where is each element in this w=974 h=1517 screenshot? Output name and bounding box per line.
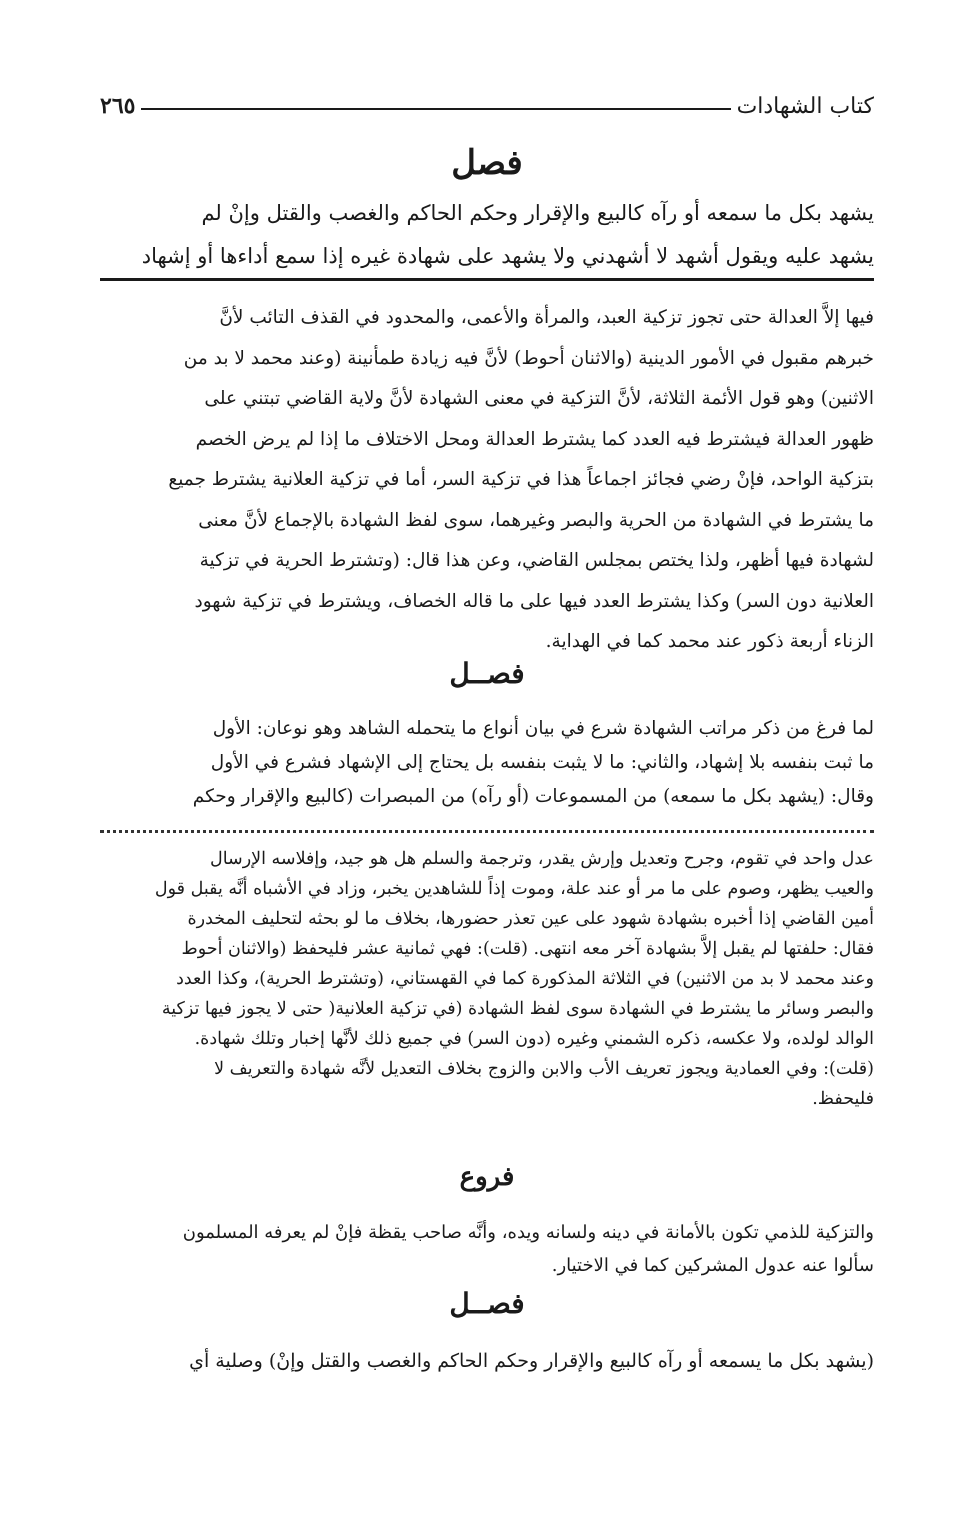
furu-text	[100, 1216, 874, 1282]
commentary-line: لشهادة فيها أظهر، ولذا يختص بمجلس القاضي، وعن هذا قال: (وتشترط الحرية في تزكية	[199, 550, 874, 571]
section-title-fasl-3: فصــل	[449, 1287, 525, 1320]
section2-line: وقال: (يشهد بكل ما سمعه) من المسموعات (أو رآه) من المبصرات (كالبيع والإقرار وحكم	[192, 786, 874, 807]
section-title-furu: فروع	[459, 1162, 515, 1192]
section2-text	[100, 712, 874, 814]
final-line: (يشهد بكل ما يسمعه أو رآه كالبيع والإقرار وحكم الحاكم والغصب والقتل وإنْ) وصلية أي	[189, 1350, 874, 1372]
section2-line: ما ثبت بنفسه بلا إشهاد، والثاني: ما لا يثبت بنفسه بل يحتاج إلى الإشهاد فشرع في الأول	[210, 752, 874, 773]
commentary-line: فيها إلاَّ العدالة حتى تجوز تزكية العبد، والمرأة والأعمى، والمحدود في القذف التائب لأنَّ	[219, 307, 874, 328]
commentary-line: الزناء أربعة ذكور عند محمد كما في الهداية.	[545, 631, 874, 652]
notes-line: (قلت): وفي العمادية ويجوز تعريف الأب والابن والزوج بخلاف التعديل لأنَّه شهادة والتعريف لا	[214, 1059, 874, 1079]
notes-line: والعيب يظهر، وصوم على ما مر أو عند علة، وموت إذاً للشاهدين يخبر، وزاد في الأشباه أنَّه يقبل قول	[154, 879, 874, 899]
commentary-line: بتزكية الواحد، فإنْ رضي فجائز اجماعاً هذا في تزكية السر، أما في تزكية العلانية يشترط جميع	[168, 469, 874, 490]
commentary-text	[100, 298, 874, 663]
notes-line: فقال: حلفتها لم يقبل إلاَّ بشهادة آخر معه انتهى. (قلت): فهي ثمانية عشر فليحفظ (والاثنان أحوط	[181, 939, 874, 959]
commentary-line: ما يشترط في الشهادة من الحرية والبصر وغيرهما، سوى لفظ الشهادة بالإجماع لأنَّ معنى	[198, 509, 874, 531]
final-text	[100, 1344, 874, 1378]
notes-line: أمين القاضي إذا أخبره بشهادة شهود على عين تعذر حضورها، بخلاف ما لو بحثه لتحليف المخدرة	[187, 909, 874, 929]
matn-line: يشهد بكل ما سمعه أو رآه كالبيع والإقرار وحكم الحاكم والغصب والقتل وإنْ لم	[201, 201, 874, 225]
matn-line: يشهد عليه ويقول أشهد لا أشهدني ولا يشهد على شهادة غيره إذا سمع أداءها أو إشهاد	[141, 244, 874, 268]
notes-text	[100, 844, 874, 1114]
book-title: كتاب الشهادات	[736, 93, 874, 119]
notes-line: عدل واحد في تقوم، وجرح وتعديل وإرش يقدر، وترجمة والسلم هل هو جيد، وإفلاسه الإرسال	[209, 849, 874, 869]
header-rule	[141, 108, 730, 110]
commentary-line: خبرهم مقبول في الأمور الدينية (والاثنان أحوط) لأنَّ فيه زيادة طمأنينة (وعند محمد لا بد من	[183, 347, 874, 369]
page-number: ٢٦٥	[100, 93, 136, 119]
section-title-fasl-2: فصــل	[449, 657, 525, 690]
notes-line: الوالد لولده، ولا عكسه، ذكره الشمني وغيره (دون السر) في جميع ذلك لأنَّها إخبار وتلك شهادة.	[194, 1029, 874, 1049]
furu-line: سألوا عنه عدول المشركين كما في الاختيار.	[551, 1255, 874, 1276]
matn-text	[100, 192, 874, 278]
furu-line: والتزكية للذمي تكون بالأمانة في دينه ولسانه ويده، وأنَّه صاحب يقظة فإنْ لم يعرفه المسلمون	[182, 1222, 874, 1243]
matn-separator-rule	[100, 278, 874, 281]
footnote-separator-dotted	[100, 830, 874, 833]
commentary-line: الاثنين) وهو قول الأئمة الثلاثة، لأنَّ التزكية في معنى الشهادة لأنَّ ولاية القاضي تبتني على	[204, 388, 874, 409]
notes-line: وعند محمد لا بد من الاثنين) في الثلاثة المذكورة كما في القهستاني، (وتشترط الحرية)، وكذا العدد	[176, 969, 874, 989]
notes-line: والبصر وسائر ما يشترط في الشهادة سوى لفظ الشهادة (في تزكية العلانية( حتى لا يجوز فيها تزكية	[161, 999, 874, 1019]
section-title-fasl: فصل	[451, 143, 523, 183]
running-header	[100, 86, 874, 126]
commentary-line: العلانية دون السر) وكذا يشترط العدد فيها على ما قاله الخصاف، ويشترط في تزكية شهود	[194, 590, 874, 612]
section2-line: لما فرغ من ذكر مراتب الشهادة شرع في بيان أنواع ما يتحمله الشاهد وهو نوعان: الأول	[212, 718, 874, 739]
notes-line: فليحفظ.	[812, 1089, 874, 1109]
commentary-line: ظهور العدالة فيشترط فيه العدد كما يشترط العدالة ومحل الاختلاف ما إذا لم يرض الخصم	[195, 428, 874, 450]
